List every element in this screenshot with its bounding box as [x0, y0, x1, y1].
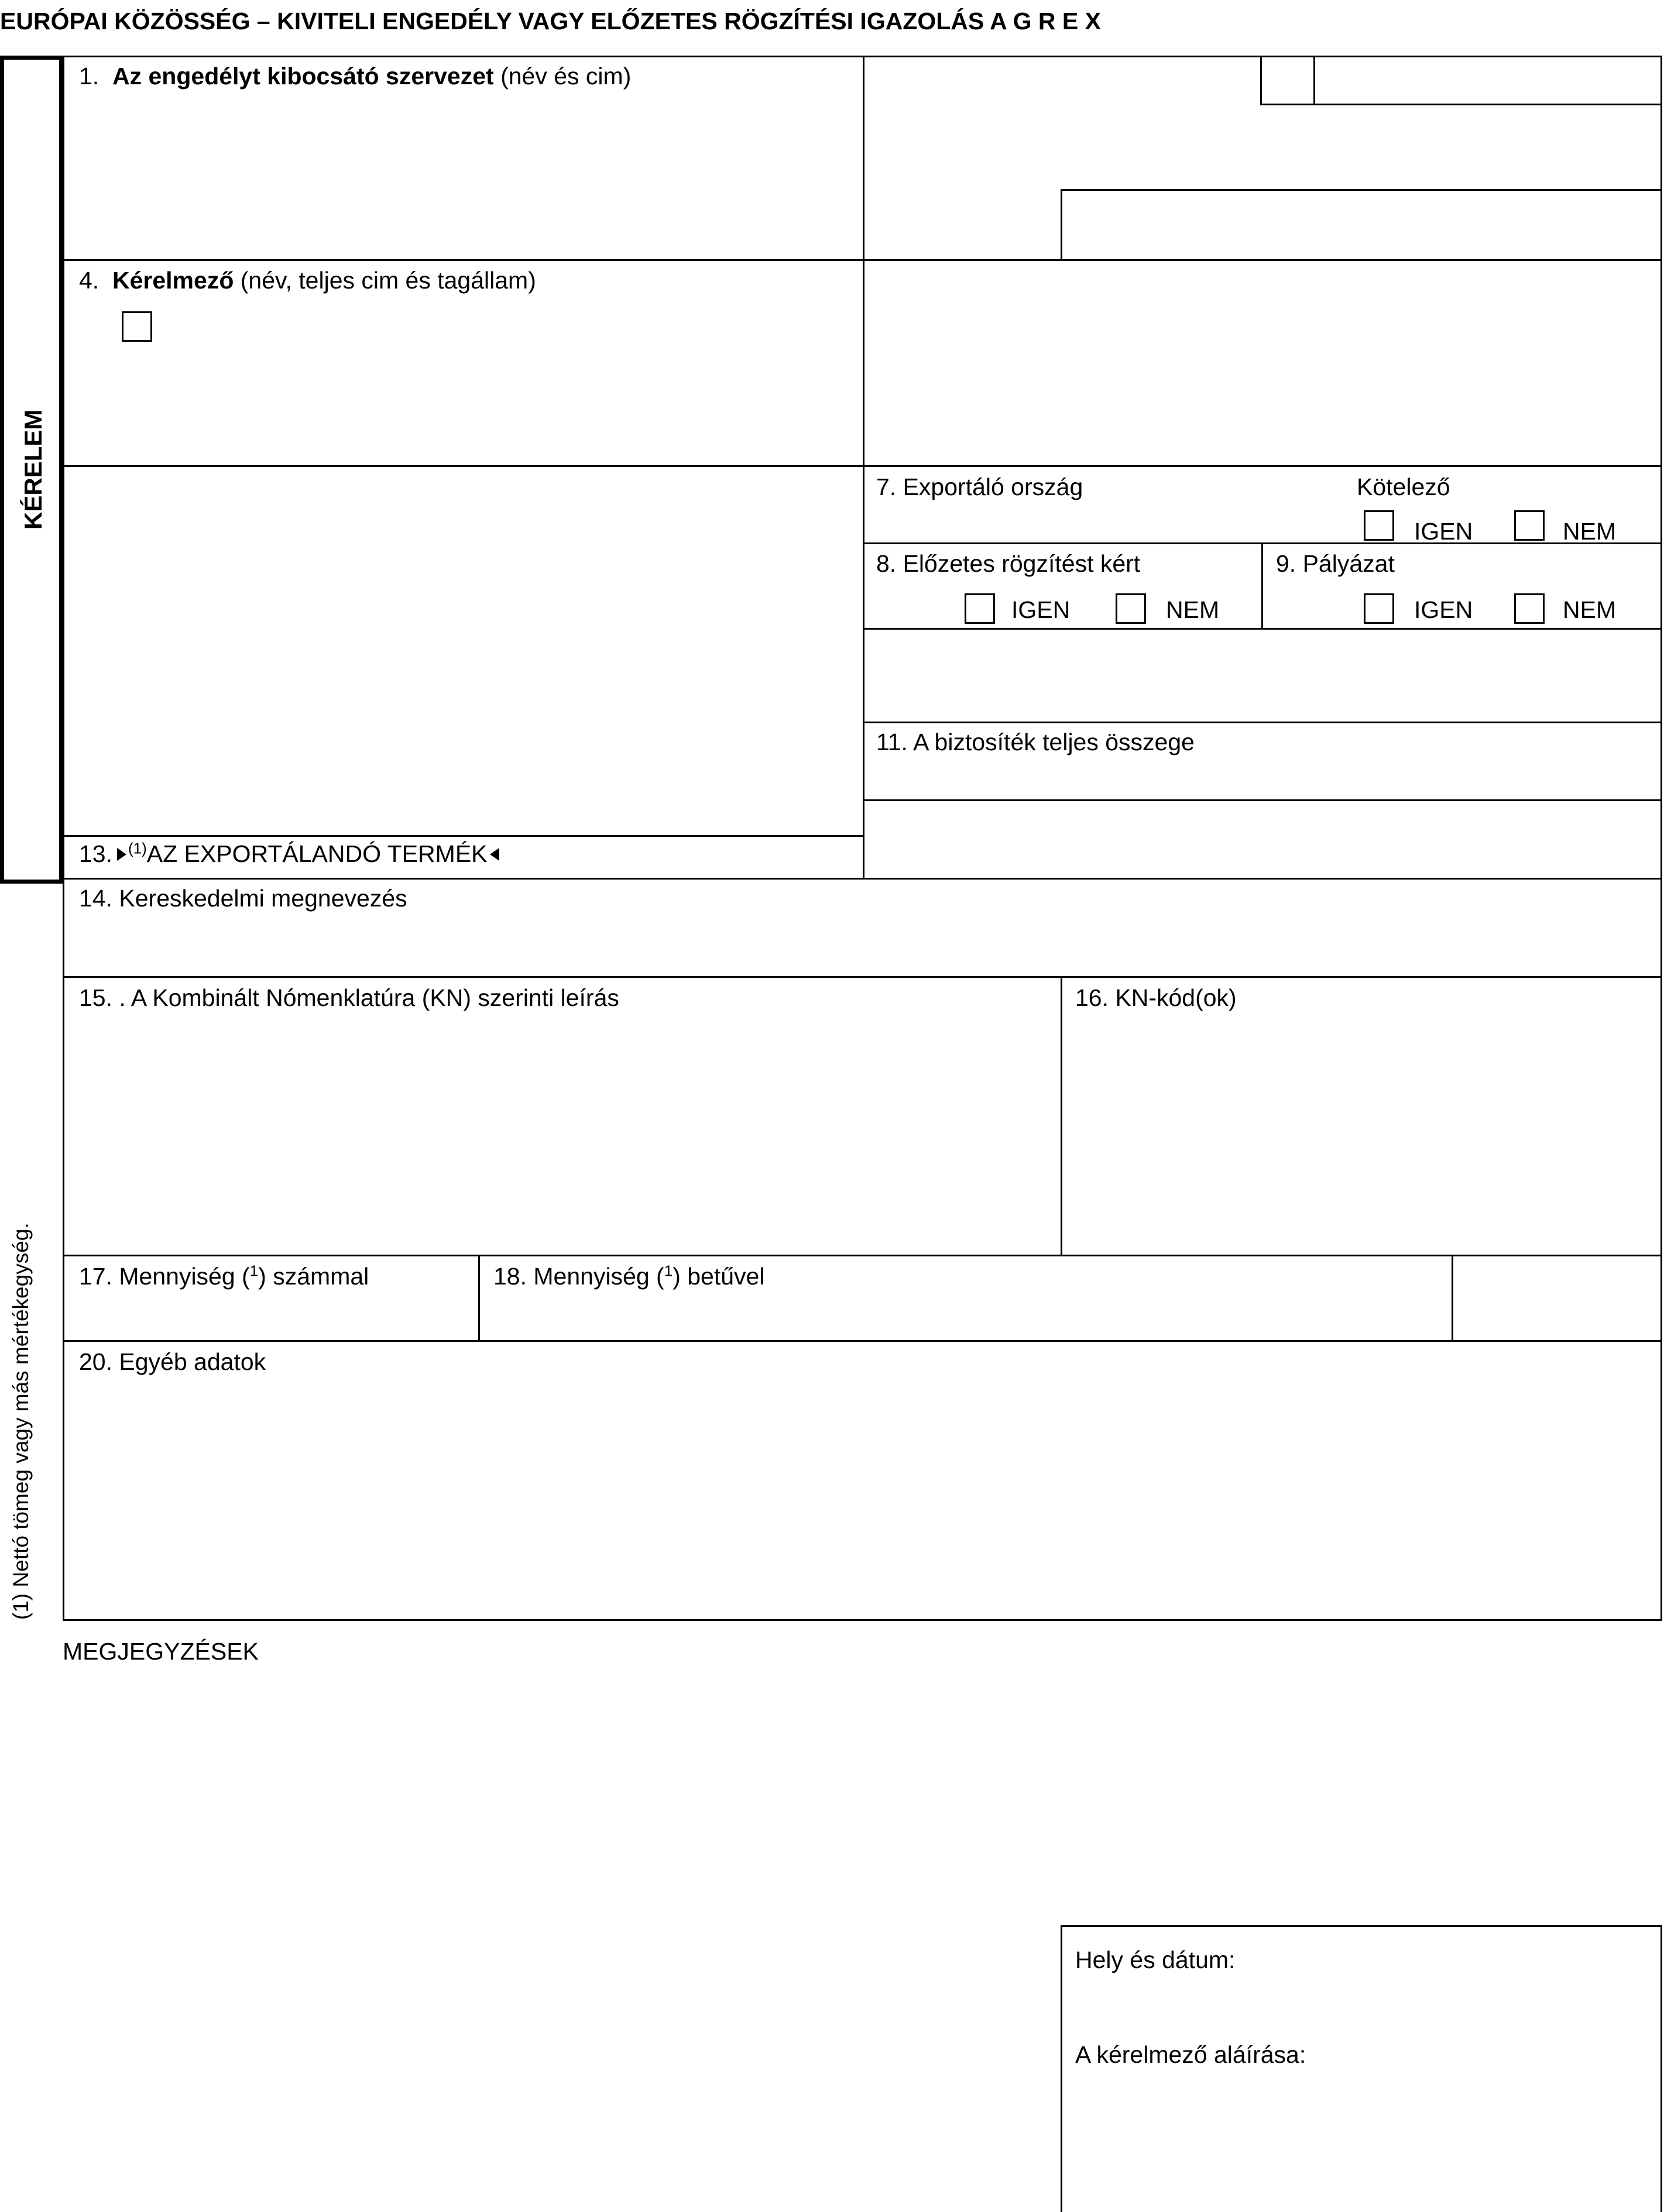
- field-4-checkbox[interactable]: [122, 311, 152, 342]
- field-7-yes-label: IGEN: [1414, 518, 1473, 545]
- field-4-title: Kérelmező: [112, 267, 234, 294]
- grid-line: [1260, 56, 1262, 105]
- field-18-prefix: 18. Mennyiség (: [493, 1263, 664, 1290]
- grid-line: [1061, 189, 1662, 191]
- field-14-label: 14. Kereskedelmi megnevezés: [79, 885, 407, 912]
- field-17-footnote-ref: 1: [249, 1262, 259, 1280]
- field-16-label: 16. KN-kód(ok): [1075, 984, 1237, 1011]
- grid-line: [863, 56, 864, 880]
- field-7-label: 7. Exportáló ország: [876, 473, 1083, 500]
- signature-label: A kérelmező aláírása:: [1075, 2041, 1306, 2068]
- field-7-no-label: NEM: [1563, 518, 1617, 545]
- field-8-yes-checkbox[interactable]: [965, 593, 995, 624]
- field-8-label: 8. Előzetes rögzítést kért: [876, 550, 1141, 577]
- field-1-label: [79, 62, 631, 90]
- field-9-label: 9. Pályázat: [1276, 550, 1395, 577]
- field-18-label: [493, 1262, 764, 1290]
- footnote: [8, 1222, 34, 1620]
- field-9-no-label: NEM: [1563, 596, 1617, 623]
- field-20-label: 20. Egyéb adatok: [79, 1348, 266, 1375]
- field-13-footnote-ref: (1): [128, 839, 147, 857]
- grid-line: [1313, 56, 1315, 105]
- field-17-prefix: 17. Mennyiség (: [79, 1263, 250, 1290]
- field-4-number: 4.: [79, 267, 100, 294]
- grid-line: [1061, 976, 1062, 1256]
- field-18-footnote-ref: 1: [664, 1262, 673, 1280]
- field-17-label: [79, 1262, 369, 1290]
- notes-label: MEGJEGYZÉSEK: [63, 1638, 259, 1665]
- grid-line: [63, 835, 864, 837]
- field-8-no-checkbox[interactable]: [1116, 593, 1146, 624]
- grid-line: [863, 799, 1662, 801]
- field-7-no-checkbox[interactable]: [1514, 510, 1545, 541]
- grid-line: [63, 1255, 1662, 1256]
- field-9-yes-label: IGEN: [1414, 596, 1473, 623]
- field-1-number: 1.: [79, 63, 100, 90]
- field-9-yes-checkbox[interactable]: [1364, 593, 1394, 624]
- field-18-suffix: ) betűvel: [673, 1263, 765, 1290]
- field-4-subtitle: (név, teljes cim és tagállam): [240, 267, 536, 294]
- field-7-yes-checkbox[interactable]: [1364, 510, 1394, 541]
- grid-line: [478, 1255, 480, 1342]
- footnote-text: Nettó tömeg vagy más mértékegység.: [9, 1222, 33, 1588]
- field-9-no-checkbox[interactable]: [1514, 593, 1545, 624]
- field-15-label: 15. . A Kombinált Nómenklatúra (KN) szerinti leírás: [79, 984, 619, 1011]
- grid-line: [63, 1340, 1662, 1342]
- field-17-suffix: ) számmal: [258, 1263, 369, 1290]
- field-13-number: 13.: [79, 840, 112, 867]
- field-7-mandatory-label: Kötelező: [1357, 473, 1450, 500]
- grid-line: [1452, 1255, 1453, 1342]
- grid-line: [863, 628, 1662, 630]
- footnote-mark: (1): [9, 1593, 33, 1620]
- field-13-title: AZ EXPORTÁLANDÓ TERMÉK: [146, 840, 488, 867]
- amendment-end-marker-icon: [490, 848, 499, 861]
- field-1-title: Az engedélyt kibocsátó szervezet: [112, 63, 494, 90]
- grid-line: [863, 722, 1662, 723]
- field-1-subtitle: (név és cim): [500, 63, 632, 90]
- field-8-yes-label: IGEN: [1011, 596, 1071, 623]
- place-date-label: Hely és dátum:: [1075, 1946, 1236, 1973]
- field-8-no-label: NEM: [1166, 596, 1220, 623]
- grid-line: [1261, 542, 1263, 628]
- side-label: KÉRELEM: [19, 409, 47, 530]
- field-4-label: [79, 266, 536, 294]
- grid-line: [1260, 104, 1662, 105]
- field-13-label: [79, 840, 502, 868]
- grid-line: [63, 976, 1662, 978]
- grid-line: [1061, 189, 1062, 261]
- field-11-label: 11. A biztosíték teljes összege: [876, 729, 1195, 755]
- form-title: EURÓPAI KÖZÖSSÉG – KIVITELI ENGEDÉLY VAGY ELŐZETES RÖGZÍTÉSI IGAZOLÁS A G R E X: [0, 8, 1101, 35]
- amendment-start-marker-icon: [117, 848, 126, 861]
